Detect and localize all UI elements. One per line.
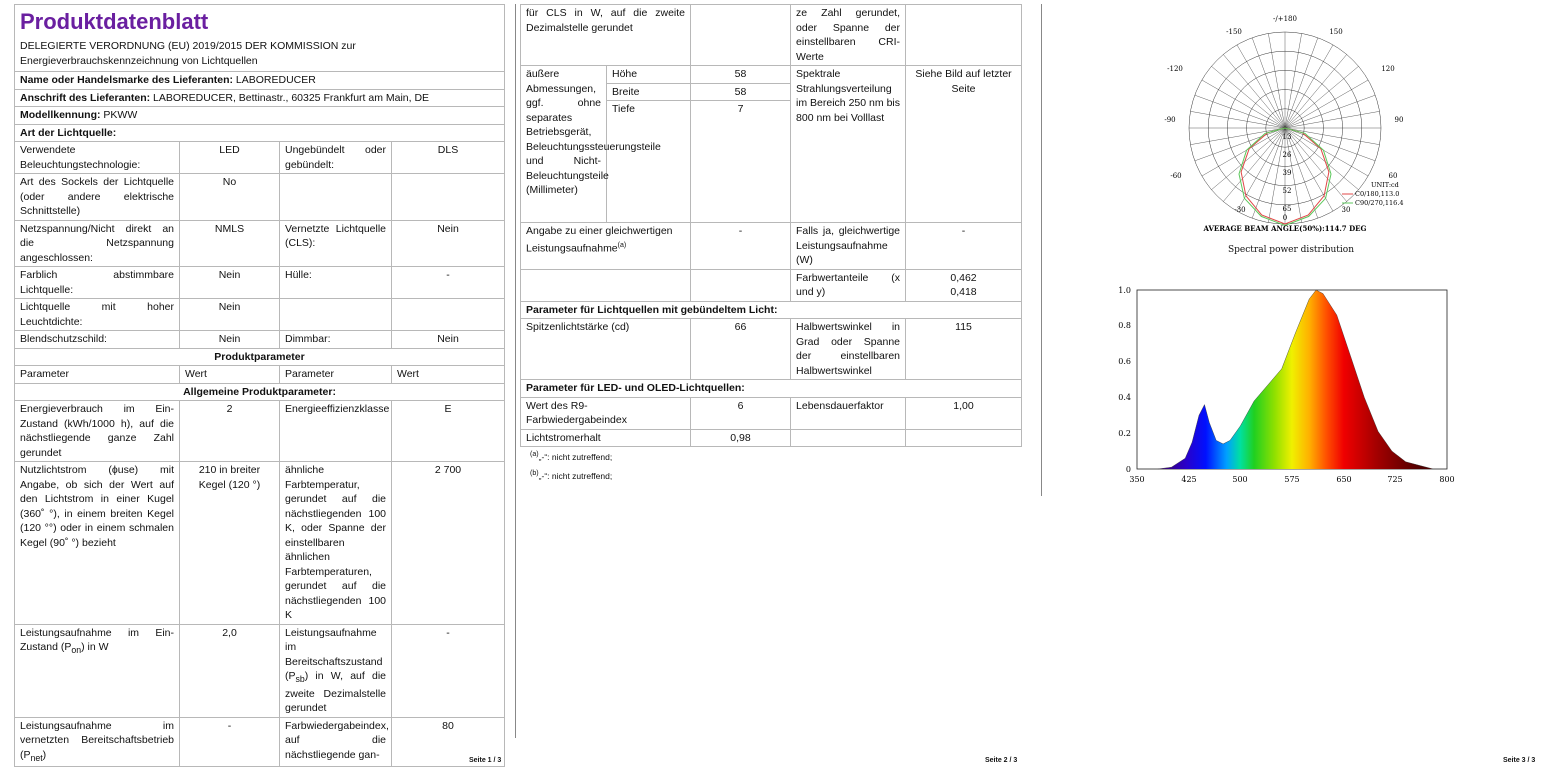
- cri-label: Farbwiedergabeindex, auf die nächstliegende gan-: [280, 717, 392, 767]
- spd-ytick-1.0: 1.0: [1118, 286, 1131, 295]
- page-number-3: Seite 3 / 3: [1503, 757, 1536, 764]
- eclass-value: E: [392, 401, 505, 462]
- width-value: 58: [691, 83, 791, 101]
- spd-xtick-575: 575: [1284, 475, 1300, 484]
- spd-xtick-650: 650: [1336, 475, 1352, 484]
- footnotes: [520, 446, 612, 484]
- chroma-label: Farbwertanteile (x und y): [791, 269, 906, 301]
- cls-value: Nein: [392, 220, 505, 267]
- equiv-value: -: [691, 223, 791, 270]
- pnet-label: Leistungsaufnahme im vernetzten Bereitschaftsbetrieb $(P_{net})$: [15, 717, 180, 767]
- polar-label-m30: -30: [1234, 206, 1246, 214]
- height-label: Höhe: [607, 66, 691, 84]
- chroma-value: 0,462 0,418: [906, 269, 1022, 301]
- spd-fill: [1137, 290, 1447, 469]
- polar-label-m60: -60: [1170, 172, 1182, 180]
- polar-rlabel-13: 13: [1282, 133, 1292, 141]
- psb-label: Leistungsaufnahme im Bereitschaftszustand $(P_{sb})$ in W, auf die zweite Dezimalstelle gerundet: [280, 624, 392, 717]
- spd-ytick-0.4: 0.4: [1118, 393, 1131, 402]
- page-2: [515, 0, 1035, 768]
- polar-label-m90: -90: [1164, 116, 1176, 124]
- flux-label: Nutzlichtstrom (ϕuse) mit Angabe, ob sich der Wert auf den Lichtstrom in einer Kugel (360˚ °), in einem breiten Kegel (120 °°) oder in einem schmalen Kegel (90˚ °) bezieht: [15, 462, 180, 625]
- mains-label: Netzspannung/Nicht direkt an die Netzspannung angeschlossen:: [15, 220, 180, 267]
- spd-xtick-725: 725: [1387, 475, 1403, 484]
- regulation-text: DELEGIERTE VERORDNUNG (EU) 2019/2015 DER KOMMISSION zur Energieverbrauchskennzeichnung von Lichtquellen: [20, 40, 356, 67]
- pon-value: 2,0: [180, 624, 280, 717]
- cls-label: Vernetzte Lichtquelle (CLS):: [280, 220, 392, 267]
- spd-value: Siehe Bild auf letzter Seite: [906, 66, 1022, 223]
- page-1: [0, 0, 515, 768]
- polar-intensity-chart: [1145, 10, 1425, 250]
- polar-radial-labels: [1283, 133, 1292, 213]
- tunable-value: Nein: [180, 267, 280, 299]
- dims-label: äußere Abmessungen, ggf. ohne separates Betriebsgerät, Beleuchtungssteuerungsteile und Nicht-Beleuchtungsteile (Millimeter): [521, 66, 607, 223]
- cct-value: 2 700: [392, 462, 505, 625]
- page-3: [1035, 0, 1542, 768]
- cont-right: ze Zahl gerundet, oder Spanne der einstellbaren CRI-Werte: [791, 5, 906, 66]
- polar-label-150: 150: [1329, 28, 1343, 36]
- peak-value: 66: [691, 319, 791, 380]
- polar-label-m120: -120: [1167, 65, 1183, 73]
- dls-heading: Parameter für Lichtquellen mit gebündeltem Licht:: [521, 301, 1022, 319]
- survival-label: Lebensdauerfaktor: [791, 397, 906, 429]
- polar-label-90: 90: [1394, 116, 1404, 124]
- supplier-row: Name oder Handelsmarke des Lieferanten: LABOREDUCER: [15, 72, 505, 90]
- col-header-param-1: Parameter: [15, 366, 180, 384]
- polar-rlabel-39: 39: [1282, 169, 1292, 177]
- r9-label: Wert des R9-Farbwiedergabeindex: [521, 397, 691, 429]
- cap-value: No: [180, 174, 280, 221]
- energy-label: Energieverbrauch im Ein-Zustand (kWh/1000 h), auf die nächstliegende ganze Zahl gerundet: [15, 401, 180, 462]
- tech-value: LED: [180, 142, 280, 174]
- depth-label: Tiefe: [607, 101, 691, 223]
- survival-value: 1,00: [906, 397, 1022, 429]
- spd-x-axis: [1129, 475, 1454, 484]
- footnote-b: $^{(b)}$„-“: nicht zutreffend;: [530, 468, 613, 481]
- tech-label: Verwendete Beleuchtungstechnologie:: [15, 142, 180, 174]
- col-header-value-1: Wert: [180, 366, 280, 384]
- cap-label: Art des Sockels der Lichtquelle (oder andere elektrische Schnittstelle): [15, 174, 180, 221]
- peak-label: Spitzenlichtstärke (cd): [521, 319, 691, 380]
- hlls-value: Nein: [180, 299, 280, 331]
- polar-label-120: 120: [1381, 65, 1395, 73]
- legend-c90: C90/270,116.4: [1355, 199, 1404, 207]
- cri-value: 80: [392, 717, 505, 767]
- pnet-value: -: [180, 717, 280, 767]
- focus-value: DLS: [392, 142, 505, 174]
- beam-label: Halbwertswinkel in Grad oder Spanne der einstellbaren Halbwertswinkel: [791, 319, 906, 380]
- spd-xtick-350: 350: [1129, 475, 1145, 484]
- spectrum-caption: Spectral power distribution: [1227, 245, 1354, 255]
- legend-c0: C0/180,113.0: [1355, 190, 1400, 198]
- dim-label: Dimmbar:: [280, 331, 392, 349]
- model-row: Modellkennung: PKWW: [15, 107, 505, 125]
- depth-value: 7: [691, 101, 791, 223]
- footnote-a: $^{(a)}$„-“: nicht zutreffend;: [530, 450, 613, 462]
- source-type-heading: Art der Lichtquelle:: [15, 124, 505, 142]
- page-number-1: Seite 1 / 3: [469, 757, 502, 764]
- maint-label: Lichtstromerhalt: [521, 429, 691, 447]
- spd-y-axis: [1118, 286, 1131, 474]
- page-number-2: Seite 2 / 3: [985, 757, 1018, 764]
- hlls-label: Lichtquelle mit hoher Leuchtdichte:: [15, 299, 180, 331]
- height-value: 58: [691, 66, 791, 84]
- product-sheet-table-2: [520, 4, 1022, 447]
- polar-unit: UNIT:cd: [1371, 181, 1399, 189]
- width-label: Breite: [607, 83, 691, 101]
- equiv-power-label: Falls ja, gleichwertige Leistungsaufnahme (W): [791, 223, 906, 270]
- beam-angle-annotation: AVERAGE BEAM ANGLE(50%):114.7 DEG: [1203, 224, 1367, 233]
- spd-ytick-0.2: 0.2: [1118, 429, 1131, 438]
- flux-value: 210 in breiter Kegel (120 °): [180, 462, 280, 625]
- energy-value: 2: [180, 401, 280, 462]
- envelope-label: Hülle:: [280, 267, 392, 299]
- general-params-heading: Allgemeine Produktparameter:: [15, 383, 505, 401]
- polar-label-m150: -150: [1226, 28, 1242, 36]
- pon-label: Leistungsaufnahme im Ein-Zustand $(P_{on})$ in W: [15, 624, 180, 717]
- tunable-label: Farblich abstimmbare Lichtquelle:: [15, 267, 180, 299]
- psb-value: -: [392, 624, 505, 717]
- product-sheet-table-1: [14, 4, 505, 767]
- shield-label: Blendschutzschild:: [15, 331, 180, 349]
- polar-label-30: 30: [1341, 206, 1351, 214]
- shield-value: Nein: [180, 331, 280, 349]
- polar-rlabel-52: 52: [1282, 187, 1292, 195]
- polar-rlabel-65: 65: [1282, 205, 1292, 213]
- spd-ytick-0.6: 0.6: [1118, 357, 1131, 366]
- polar-label-0: 0: [1282, 214, 1288, 222]
- focus-label: Ungebündelt oder gebündelt:: [280, 142, 392, 174]
- r9-value: 6: [691, 397, 791, 429]
- spd-ytick-0: 0: [1125, 465, 1131, 474]
- polar-label-180: -/+180: [1273, 15, 1297, 23]
- product-params-heading: Produktparameter: [15, 348, 505, 366]
- cct-label: ähnliche Farbtemperatur, gerundet auf die nächstliegenden 100 K, oder Spanne der einstellbaren ähnlichen Farbtemperaturen, gerundet auf die nächstliegenden 100 K: [280, 462, 392, 625]
- cont-left: für CLS in W, auf die zweite Dezimalstelle gerundet: [521, 5, 691, 66]
- spectral-power-chart: [1107, 280, 1467, 490]
- spd-xtick-425: 425: [1181, 475, 1197, 484]
- polar-rlabel-26: 26: [1282, 151, 1292, 159]
- led-heading: Parameter für LED- und OLED-Lichtquellen:: [521, 380, 1022, 398]
- equiv-power-value: -: [906, 223, 1022, 270]
- maint-value: 0,98: [691, 429, 791, 447]
- dim-value: Nein: [392, 331, 505, 349]
- envelope-value: -: [392, 267, 505, 299]
- mains-value: NMLS: [180, 220, 280, 267]
- eclass-label: Energieeffizienzklasse: [280, 401, 392, 462]
- beam-value: 115: [906, 319, 1022, 380]
- spd-ytick-0.8: 0.8: [1118, 321, 1131, 330]
- address-row: Anschrift des Lieferanten: LABOREDUCER, Bettinastr., 60325 Frankfurt am Main, DE: [15, 89, 505, 107]
- spd-label: Spektrale Strahlungsverteilung im Bereich 250 nm bis 800 nm bei Volllast: [791, 66, 906, 223]
- polar-label-60: 60: [1388, 172, 1398, 180]
- col-header-param-2: Parameter: [280, 366, 392, 384]
- equiv-label: Angabe zu einer gleichwertigen Leistungsaufnahme$^{(a)}$: [521, 223, 691, 270]
- spd-xtick-500: 500: [1232, 475, 1248, 484]
- col-header-value-2: Wert: [392, 366, 505, 384]
- spd-xtick-800: 800: [1439, 475, 1455, 484]
- page-title: Produktdatenblatt: [20, 9, 209, 34]
